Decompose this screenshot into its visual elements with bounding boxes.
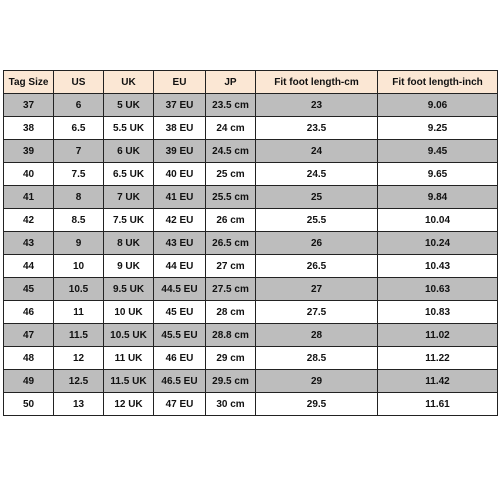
cell-tag-size: 48	[4, 347, 54, 370]
cell-us: 7.5	[54, 163, 104, 186]
table-row	[4, 324, 498, 347]
cell-uk: 8 UK	[104, 232, 154, 255]
size-chart	[3, 70, 498, 416]
cell-uk: 10 UK	[104, 301, 154, 324]
table-row	[4, 209, 498, 232]
header-row	[4, 71, 498, 94]
cell-fit-foot-length-cm: 26.5	[256, 255, 378, 278]
cell-jp: 27.5 cm	[206, 278, 256, 301]
cell-uk: 9 UK	[104, 255, 154, 278]
cell-eu: 38 EU	[154, 117, 206, 140]
size-chart-table	[3, 70, 498, 416]
cell-eu: 43 EU	[154, 232, 206, 255]
cell-eu: 45 EU	[154, 301, 206, 324]
cell-tag-size: 49	[4, 370, 54, 393]
cell-tag-size: 42	[4, 209, 54, 232]
table-row	[4, 186, 498, 209]
cell-fit-foot-length-inch: 11.42	[378, 370, 498, 393]
cell-tag-size: 45	[4, 278, 54, 301]
cell-jp: 26.5 cm	[206, 232, 256, 255]
cell-tag-size: 50	[4, 393, 54, 416]
cell-tag-size: 38	[4, 117, 54, 140]
cell-uk: 7.5 UK	[104, 209, 154, 232]
cell-fit-foot-length-inch: 9.65	[378, 163, 498, 186]
header-jp: JP	[206, 71, 256, 94]
cell-uk: 7 UK	[104, 186, 154, 209]
cell-fit-foot-length-inch: 10.04	[378, 209, 498, 232]
cell-uk: 10.5 UK	[104, 324, 154, 347]
cell-jp: 27 cm	[206, 255, 256, 278]
cell-fit-foot-length-inch: 10.24	[378, 232, 498, 255]
cell-us: 11.5	[54, 324, 104, 347]
cell-uk: 11 UK	[104, 347, 154, 370]
table-row	[4, 370, 498, 393]
header-fit-foot-length-cm: Fit foot length-cm	[256, 71, 378, 94]
cell-fit-foot-length-cm: 28	[256, 324, 378, 347]
cell-eu: 44 EU	[154, 255, 206, 278]
table-row	[4, 94, 498, 117]
cell-jp: 26 cm	[206, 209, 256, 232]
cell-fit-foot-length-cm: 23	[256, 94, 378, 117]
cell-fit-foot-length-cm: 28.5	[256, 347, 378, 370]
header-fit-foot-length-inch: Fit foot length-inch	[378, 71, 498, 94]
cell-fit-foot-length-inch: 9.25	[378, 117, 498, 140]
cell-fit-foot-length-inch: 11.61	[378, 393, 498, 416]
cell-us: 12	[54, 347, 104, 370]
cell-tag-size: 37	[4, 94, 54, 117]
cell-jp: 25.5 cm	[206, 186, 256, 209]
cell-fit-foot-length-cm: 24.5	[256, 163, 378, 186]
cell-us: 13	[54, 393, 104, 416]
cell-us: 12.5	[54, 370, 104, 393]
table-row	[4, 255, 498, 278]
cell-uk: 11.5 UK	[104, 370, 154, 393]
cell-fit-foot-length-cm: 29.5	[256, 393, 378, 416]
cell-jp: 24.5 cm	[206, 140, 256, 163]
cell-fit-foot-length-cm: 29	[256, 370, 378, 393]
table-row	[4, 301, 498, 324]
header-tag-size: Tag Size	[4, 71, 54, 94]
cell-us: 10.5	[54, 278, 104, 301]
header-us: US	[54, 71, 104, 94]
cell-fit-foot-length-cm: 24	[256, 140, 378, 163]
cell-fit-foot-length-inch: 11.02	[378, 324, 498, 347]
cell-fit-foot-length-cm: 27.5	[256, 301, 378, 324]
cell-fit-foot-length-inch: 9.06	[378, 94, 498, 117]
cell-us: 6.5	[54, 117, 104, 140]
cell-fit-foot-length-cm: 27	[256, 278, 378, 301]
cell-tag-size: 41	[4, 186, 54, 209]
cell-eu: 47 EU	[154, 393, 206, 416]
table-row	[4, 140, 498, 163]
cell-us: 8	[54, 186, 104, 209]
cell-eu: 40 EU	[154, 163, 206, 186]
cell-us: 9	[54, 232, 104, 255]
cell-tag-size: 46	[4, 301, 54, 324]
cell-fit-foot-length-inch: 10.43	[378, 255, 498, 278]
cell-tag-size: 43	[4, 232, 54, 255]
table-row	[4, 232, 498, 255]
cell-eu: 41 EU	[154, 186, 206, 209]
cell-eu: 42 EU	[154, 209, 206, 232]
cell-fit-foot-length-cm: 25	[256, 186, 378, 209]
cell-eu: 39 EU	[154, 140, 206, 163]
cell-jp: 30 cm	[206, 393, 256, 416]
cell-fit-foot-length-cm: 26	[256, 232, 378, 255]
header-eu: EU	[154, 71, 206, 94]
cell-fit-foot-length-cm: 23.5	[256, 117, 378, 140]
cell-uk: 5 UK	[104, 94, 154, 117]
cell-us: 6	[54, 94, 104, 117]
cell-eu: 45.5 EU	[154, 324, 206, 347]
table-row	[4, 163, 498, 186]
cell-tag-size: 44	[4, 255, 54, 278]
cell-tag-size: 40	[4, 163, 54, 186]
cell-jp: 25 cm	[206, 163, 256, 186]
cell-fit-foot-length-inch: 9.45	[378, 140, 498, 163]
header-uk: UK	[104, 71, 154, 94]
cell-tag-size: 39	[4, 140, 54, 163]
cell-uk: 9.5 UK	[104, 278, 154, 301]
cell-us: 11	[54, 301, 104, 324]
cell-fit-foot-length-inch: 10.63	[378, 278, 498, 301]
cell-fit-foot-length-cm: 25.5	[256, 209, 378, 232]
size-chart-body	[4, 94, 498, 416]
cell-uk: 6.5 UK	[104, 163, 154, 186]
cell-eu: 37 EU	[154, 94, 206, 117]
cell-jp: 23.5 cm	[206, 94, 256, 117]
cell-uk: 12 UK	[104, 393, 154, 416]
cell-tag-size: 47	[4, 324, 54, 347]
table-row	[4, 117, 498, 140]
cell-jp: 29 cm	[206, 347, 256, 370]
cell-eu: 44.5 EU	[154, 278, 206, 301]
cell-eu: 46.5 EU	[154, 370, 206, 393]
table-row	[4, 393, 498, 416]
cell-fit-foot-length-inch: 10.83	[378, 301, 498, 324]
cell-us: 10	[54, 255, 104, 278]
table-row	[4, 347, 498, 370]
cell-eu: 46 EU	[154, 347, 206, 370]
cell-us: 7	[54, 140, 104, 163]
cell-fit-foot-length-inch: 9.84	[378, 186, 498, 209]
cell-us: 8.5	[54, 209, 104, 232]
cell-jp: 24 cm	[206, 117, 256, 140]
cell-jp: 28 cm	[206, 301, 256, 324]
cell-jp: 29.5 cm	[206, 370, 256, 393]
cell-uk: 6 UK	[104, 140, 154, 163]
cell-fit-foot-length-inch: 11.22	[378, 347, 498, 370]
cell-jp: 28.8 cm	[206, 324, 256, 347]
cell-uk: 5.5 UK	[104, 117, 154, 140]
table-row	[4, 278, 498, 301]
